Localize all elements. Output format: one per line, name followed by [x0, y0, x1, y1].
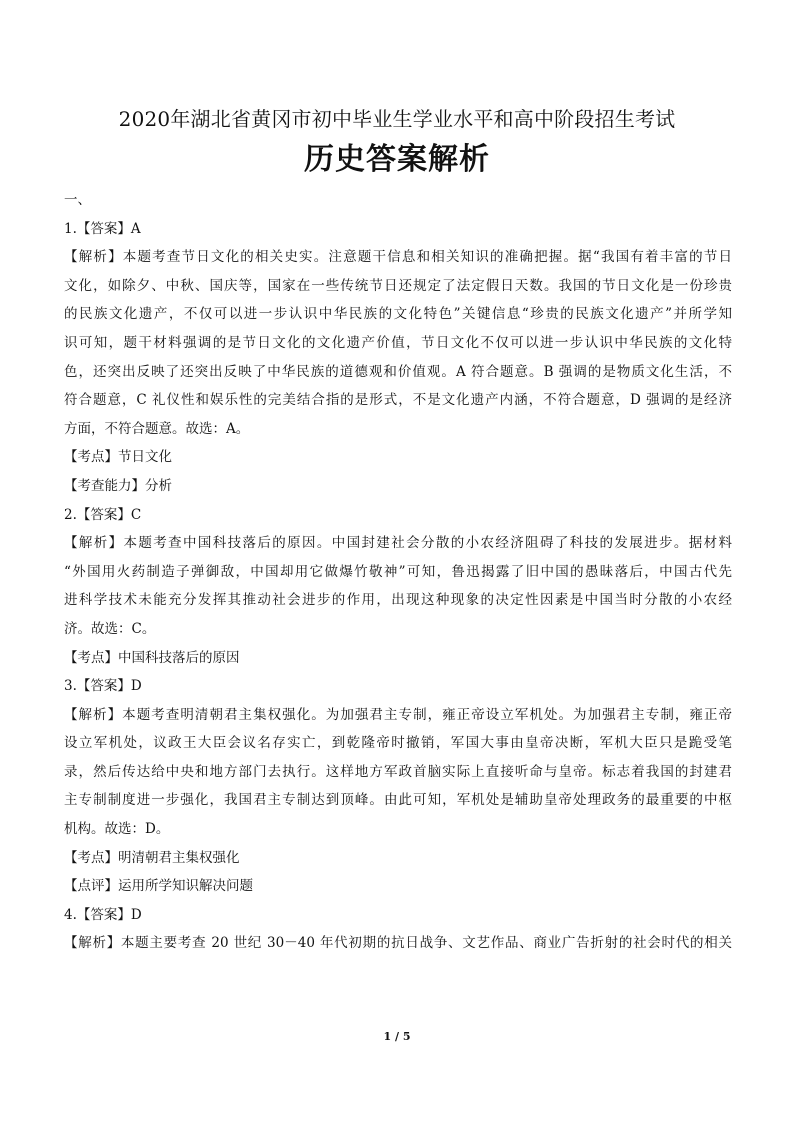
document-subtitle: 历史答案解析	[304, 142, 490, 177]
q2-analysis-line: “外国用火药制造子弹御敌，中国却用它做爆竹敬神”可知，鲁迅揭露了旧中国的愚昧落后，中国古代先	[64, 563, 732, 580]
q3-analysis-line: 设立军机处，议政王大臣会议名存实亡，到乾隆帝时撤销，军国大事由皇帝决断，军机大臣只是跪受笔	[64, 735, 732, 752]
q2-analysis-line: 济。故选：C。	[64, 620, 156, 637]
q1-analysis-line: 的民族文化遗产，不仅可以进一步认识中华民族的文化特色”关键信息“珍贵的民族文化遗产”并所学知	[64, 306, 732, 323]
q3-analysis-line: 【解析】本题考查明清朝君主集权强化。为加强君主专制，雍正帝设立军机处。为加强君主专制，雍正帝	[64, 706, 732, 723]
q3-answer: 3.【答案】D	[64, 678, 142, 695]
q4-analysis-line: 【解析】本题主要考查 20 世纪 30－40 年代初期的抗日战争、文艺作品、商业广告折射的社会时代的相关	[64, 935, 732, 952]
answer-content	[64, 186, 732, 958]
q1-answer: 1.【答案】A	[64, 220, 141, 237]
q3-analysis-line: 录，然后传达给中央和地方部门去执行。这样地方军政首脑实际上直接听命与皇帝。标志着我国的封建君	[64, 763, 732, 780]
q2-analysis-line: 进科学技术未能充分发挥其推动社会进步的作用，出现这种现象的决定性因素是中国当时分散的小农经	[64, 592, 732, 609]
page-number: 1 / 5	[383, 1030, 411, 1043]
q1-point: 【考点】节日文化	[64, 449, 172, 466]
section-heading: 一、	[64, 192, 91, 208]
q1-ability: 【考查能力】分析	[64, 477, 172, 494]
q1-analysis-line: 方面，不符合题意。故选：A。	[64, 420, 250, 437]
q3-comment: 【点评】运用所学知识解决问题	[64, 878, 253, 895]
q4-answer: 4.【答案】D	[64, 906, 142, 923]
q2-analysis-line: 【解析】本题考查中国科技落后的原因。中国封建社会分散的小农经济阻碍了科技的发展进步。据材料	[64, 535, 732, 552]
q3-analysis-line: 主专制制度进一步强化，我国君主专制达到顶峰。由此可知，军机处是辅助皇帝处理政务的最重要的中枢	[64, 792, 732, 809]
q2-answer: 2.【答案】C	[64, 506, 142, 523]
q3-point: 【考点】明清朝君主集权强化	[64, 849, 240, 866]
q3-analysis-line: 机构。故选：D。	[64, 821, 170, 838]
q1-analysis-line: 符合题意，C 礼仪性和娱乐性的完美结合指的是形式，不是文化遗产内涵，不符合题意，D 强调的是经济	[64, 392, 732, 409]
q1-analysis-line: 色，还突出反映了还突出反映了中华民族的道德观和价值观。A 符合题意。B 强调的是物质文化生活，不	[64, 363, 732, 380]
q2-point: 【考点】中国科技落后的原因	[64, 649, 240, 666]
q1-analysis-line: 【解析】本题考查节日文化的相关史实。注意题干信息和相关知识的准确把握。据“我国有着丰富的节日	[64, 249, 732, 266]
q1-analysis-line: 文化，如除夕、中秋、国庆等，国家在一些传统节日还规定了法定假日天数。我国的节日文化是一份珍贵	[64, 277, 732, 294]
q1-analysis-line: 识可知，题干材料强调的是节日文化的文化遗产价值，节日文化不仅可以进一步认识中华民族的文化特	[64, 334, 732, 351]
document-title: 2020年湖北省黄冈市初中毕业生学业水平和高中阶段招生考试	[118, 107, 676, 131]
